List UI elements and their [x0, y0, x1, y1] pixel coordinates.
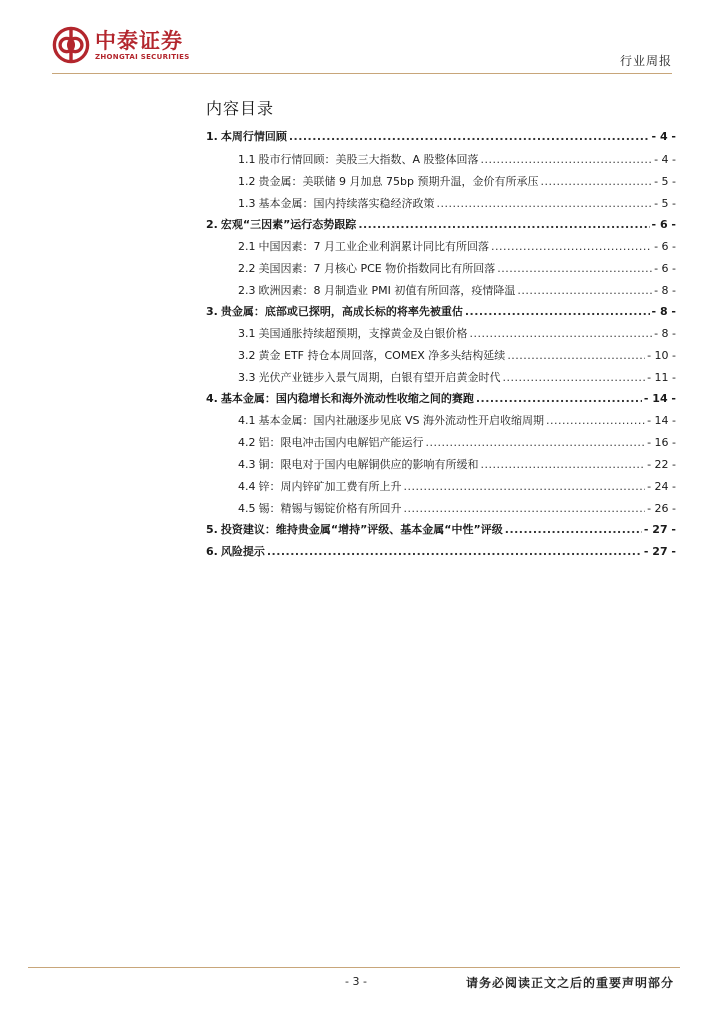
toc-entry-label: 锡：精锡与锡锭价格有所回升: [258, 502, 402, 515]
toc-dot-leader: [546, 414, 645, 427]
toc-entry-number: 1.3: [238, 197, 256, 210]
zhongtai-logo-icon: [52, 26, 90, 64]
toc-entry[interactable]: [206, 369, 676, 385]
toc-entry-page: - 8 -: [651, 305, 676, 318]
toc-entry-number: 3.3: [238, 371, 256, 384]
toc-dot-leader: [289, 130, 650, 143]
toc-entry-number: 1.1: [238, 153, 256, 166]
toc-entry[interactable]: [206, 195, 676, 211]
toc-entry-page: - 22 -: [647, 458, 676, 471]
toc-entry-page: - 16 -: [647, 436, 676, 449]
toc-entry-number: 4.5: [238, 502, 256, 515]
toc-entry-page: - 27 -: [643, 523, 676, 536]
toc-entry-page: - 5 -: [654, 197, 676, 210]
toc-entry-number: 5.: [206, 523, 218, 536]
toc-entry-page: - 8 -: [654, 284, 676, 297]
toc-entry-label: 美国因素：7 月核心 PCE 物价指数同比有所回落: [258, 262, 496, 275]
toc-entry[interactable]: [206, 500, 676, 516]
toc-entry-label: 铜：限电对于国内电解铜供应的影响有所缓和: [258, 458, 479, 471]
company-logo: [52, 26, 190, 64]
footer-disclaimer: 请务必阅读正文之后的重要声明部分: [465, 976, 674, 990]
toc-entry-number: 3.2: [238, 349, 256, 362]
toc-entry-label: 股市行情回顾：美股三大指数、A 股整体回落: [258, 153, 479, 166]
toc-dot-leader: [465, 305, 650, 318]
toc-entry-page: - 24 -: [647, 480, 676, 493]
toc-entry-page: - 4 -: [651, 130, 676, 143]
toc-entry-number: 3.: [206, 305, 218, 318]
toc-entry-label: 锌：周内锌矿加工费有所上升: [258, 480, 402, 493]
toc-entry[interactable]: [206, 456, 676, 472]
toc-entry-page: - 14 -: [643, 392, 676, 405]
toc-entry[interactable]: [206, 238, 676, 254]
toc-entry-page: - 10 -: [647, 349, 676, 362]
toc-entry[interactable]: [206, 412, 676, 428]
toc-dot-leader: [481, 458, 646, 471]
toc-dot-leader: [497, 262, 652, 275]
toc-entry-number: 1.: [206, 130, 218, 143]
toc-entry-label: 本周行情回顾: [220, 130, 287, 143]
toc-entry[interactable]: [206, 478, 676, 494]
toc-entry-page: - 26 -: [647, 502, 676, 515]
toc-title: 内容目录: [206, 99, 275, 118]
toc-entry-page: - 4 -: [654, 153, 676, 166]
toc-entry-label: 铝：限电冲击国内电解铝产能运行: [258, 436, 424, 449]
toc-entry-label: 基本金属：国内持续落实稳经济政策: [258, 197, 435, 210]
toc-entry-page: - 14 -: [647, 414, 676, 427]
toc-entry-label: 中国因素：7 月工业企业利润累计同比有所回落: [258, 240, 489, 253]
toc-entry[interactable]: [206, 173, 676, 189]
toc-entry[interactable]: [206, 128, 676, 144]
toc-entry-number: 2.1: [238, 240, 256, 253]
toc-dot-leader: [481, 153, 653, 166]
toc-entry[interactable]: [206, 543, 676, 559]
toc-entry-label: 风险提示: [220, 545, 265, 558]
toc-dot-leader: [491, 240, 652, 253]
toc-entry[interactable]: [206, 390, 676, 406]
toc-entry-number: 2.2: [238, 262, 256, 275]
logo-english-name: ZHONGTAI SECURITIES: [95, 52, 190, 61]
toc-entry-number: 6.: [206, 545, 218, 558]
toc-entry-label: 美国通胀持续超预期，支撑黄金及白银价格: [258, 327, 468, 340]
toc-entry-label: 贵金属：底部或已探明，高成长标的将率先被重估: [220, 305, 463, 318]
toc-entry-label: 基本金属：国内稳增长和海外流动性收缩之间的赛跑: [220, 392, 474, 405]
toc-dot-leader: [505, 523, 642, 536]
toc-dot-leader: [540, 175, 652, 188]
toc-entry-label: 宏观“三因素”运行态势跟踪: [220, 218, 357, 231]
toc-entry[interactable]: [206, 260, 676, 276]
toc-entry-number: 2.3: [238, 284, 256, 297]
footer-divider: [28, 967, 680, 968]
toc-entry-number: 4.2: [238, 436, 256, 449]
logo-chinese-name: 中泰证券: [95, 28, 183, 53]
toc-entry-number: 1.2: [238, 175, 256, 188]
toc-entry-page: - 6 -: [651, 218, 676, 231]
toc-entry-page: - 8 -: [654, 327, 676, 340]
report-type-label: 行业周报: [619, 54, 672, 68]
toc-entry-label: 投资建议：维持贵金属“增持”评级、基本金属“中性”评级: [220, 523, 503, 536]
toc-entry-number: 4.4: [238, 480, 256, 493]
toc-entry[interactable]: [206, 303, 676, 319]
toc-entry[interactable]: [206, 347, 676, 363]
toc-entry-label: 基本金属：国内社融逐步见底 VS 海外流动性开启收缩周期: [258, 414, 544, 427]
toc-entry-number: 3.1: [238, 327, 256, 340]
toc-entry-page: - 27 -: [643, 545, 676, 558]
toc-entry[interactable]: [206, 325, 676, 341]
toc-entry[interactable]: [206, 282, 676, 298]
toc-entry-label: 光伏产业链步入景气周期，白银有望开启黄金时代: [258, 371, 501, 384]
toc-dot-leader: [476, 392, 642, 405]
toc-entry[interactable]: [206, 151, 676, 167]
toc-entry-number: 2.: [206, 218, 218, 231]
toc-dot-leader: [404, 502, 646, 515]
toc-entry[interactable]: [206, 521, 676, 537]
toc-dot-leader: [470, 327, 653, 340]
toc-dot-leader: [437, 197, 653, 210]
toc-dot-leader: [503, 371, 646, 384]
toc-entry-page: - 6 -: [654, 240, 676, 253]
toc-entry-page: - 11 -: [647, 371, 676, 384]
toc-dot-leader: [358, 218, 649, 231]
toc-entry[interactable]: [206, 434, 676, 450]
footer-page-number: - 3 -: [345, 975, 367, 988]
page-header: [0, 0, 724, 80]
toc-entry-label: 黄金 ETF 持仓本周回落，COMEX 净多头结构延续: [258, 349, 506, 362]
toc-entry-page: - 6 -: [654, 262, 676, 275]
toc-entry-page: - 5 -: [654, 175, 676, 188]
toc-entry-label: 贵金属：美联储 9 月加息 75bp 预期升温，金价有所承压: [258, 175, 539, 188]
toc-entry-number: 4.3: [238, 458, 256, 471]
toc-dot-leader: [517, 284, 652, 297]
header-divider: [52, 73, 672, 74]
toc-entry-number: 4.1: [238, 414, 256, 427]
toc-dot-leader: [404, 480, 646, 493]
toc-dot-leader: [507, 349, 645, 362]
toc-dot-leader: [267, 545, 642, 558]
toc-entry-label: 欧洲因素：8 月制造业 PMI 初值有所回落，疫情降温: [258, 284, 516, 297]
toc-entry-number: 4.: [206, 392, 218, 405]
toc-dot-leader: [426, 436, 646, 449]
toc-entry[interactable]: [206, 216, 676, 232]
